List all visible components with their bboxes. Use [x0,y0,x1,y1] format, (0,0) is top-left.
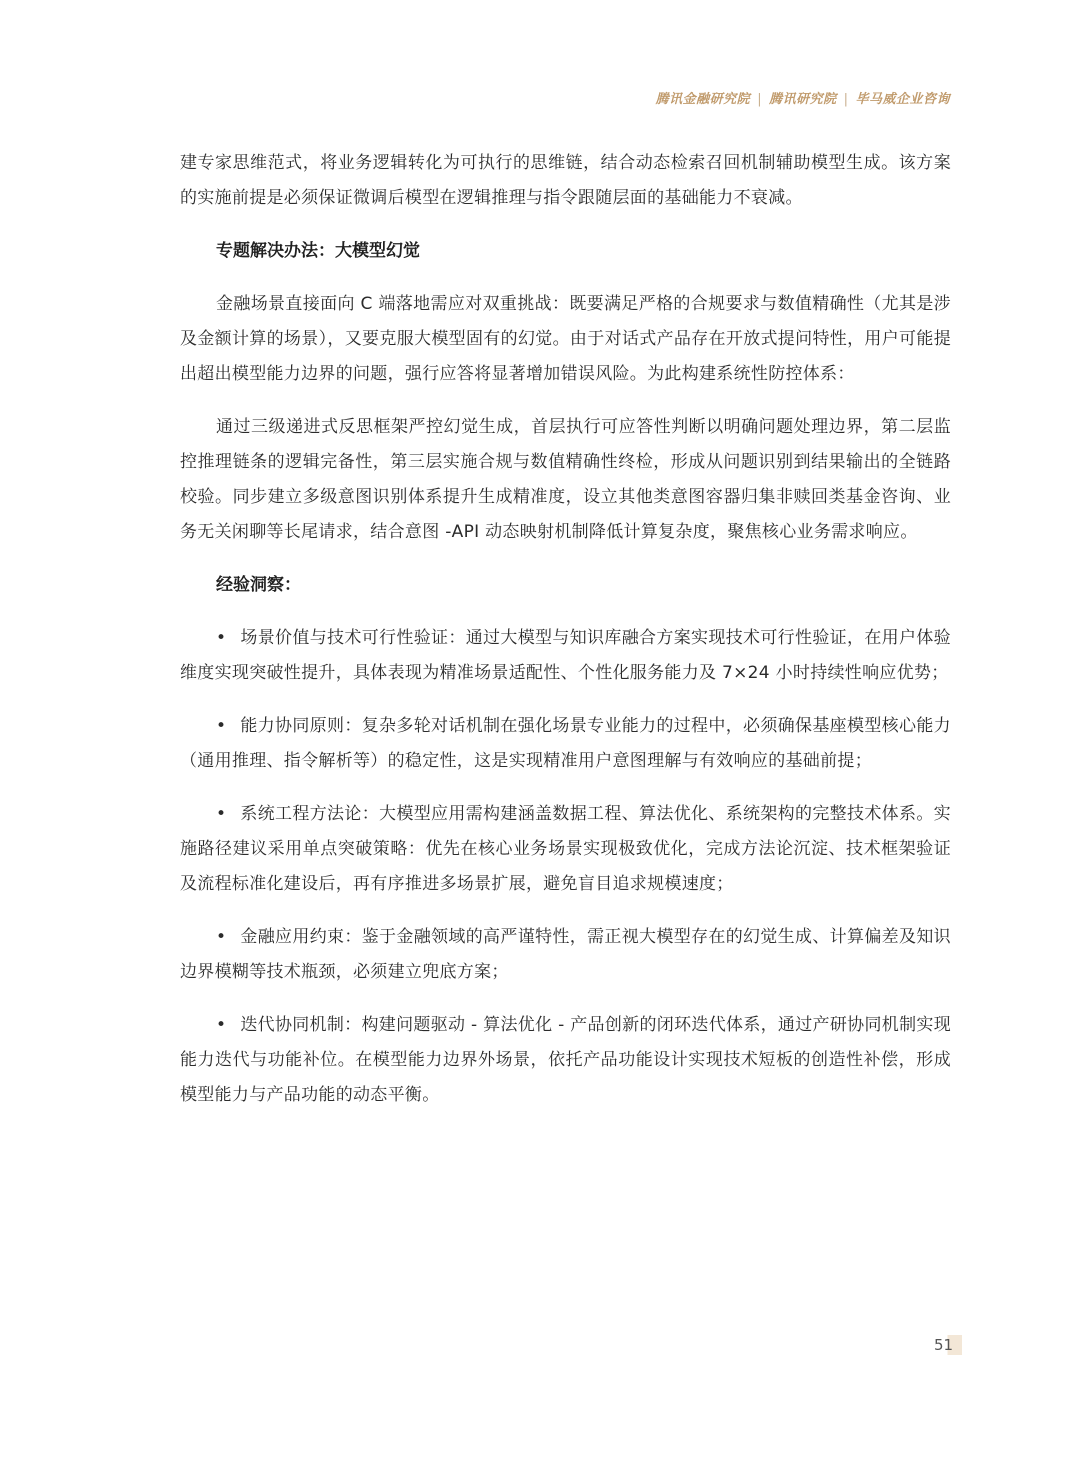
bullet-icon: • [216,716,227,736]
section-heading-hallucination: 专题解决办法：大模型幻觉 [216,241,420,261]
bullet-icon: • [216,628,227,648]
header-separator: | [843,92,849,107]
bullet-item-feasibility [180,621,951,691]
bullet-text: 迭代协同机制：构建问题驱动 - 算法优化 - 产品创新的闭环迭代体系，通过产研协同机制实现能力迭代与功能补位。在模型能力边界外场景，依托产品功能设计实现技术短板的创造性补偿，形成模型能力与产品功能的动态平衡。 [180,1015,951,1105]
bullet-item-methodology [180,797,951,902]
section-heading-insights: 经验洞察： [216,575,301,595]
header-org-tencent-finance: 腾讯金融研究院 [655,92,751,107]
page-body [180,146,951,1131]
bullet-text: 系统工程方法论：大模型应用需构建涵盖数据工程、算法优化、系统架构的完整技术体系。实施路径建议采用单点突破策略：优先在核心业务场景实现极致优化，完成方法论沉淀、技术框架验证及流程标准化建设后，再有序推进多场景扩展，避免盲目追求规模速度； [180,804,951,894]
bullet-text: 能力协同原则：复杂多轮对话机制在强化场景专业能力的过程中，必须确保基座模型核心能力（通用推理、指令解析等）的稳定性，这是实现精准用户意图理解与有效响应的基础前提； [180,716,951,771]
header-separator: | [757,92,763,107]
header-org-kpmg: 毕马威企业咨询 [855,92,950,107]
page-number-text: 51 [934,1336,954,1354]
bullet-text: 场景价值与技术可行性验证：通过大模型与知识库融合方案实现技术可行性验证，在用户体验维度实现突破性提升，具体表现为精准场景适配性、个性化服务能力及 7×24 小时持续性响应优势； [180,628,951,683]
bullet-icon: • [216,927,227,947]
running-header [656,88,950,107]
bullet-icon: • [216,1015,227,1035]
page-number [930,1335,962,1355]
bullet-item-constraints [180,920,951,990]
continued-paragraph: 建专家思维范式，将业务逻辑转化为可执行的思维链，结合动态检索召回机制辅助模型生成。该方案的实施前提是必须保证微调后模型在逻辑推理与指令跟随层面的基础能力不衰减。 [180,153,951,208]
bullet-icon: • [216,804,227,824]
paragraph-challenges: 金融场景直接面向 C 端落地需应对双重挑战：既要满足严格的合规要求与数值精确性（尤其是涉及金额计算的场景），又要克服大模型固有的幻觉。由于对话式产品存在开放式提问特性，用户可能提出超出模型能力边界的问题，强行应答将显著增加错误风险。为此构建系统性防控体系： [180,294,951,384]
paragraph-framework: 通过三级递进式反思框架严控幻觉生成，首层执行可应答性判断以明确问题处理边界，第二层监控推理链条的逻辑完备性，第三层实施合规与数值精确性终检，形成从问题识别到结果输出的全链路校验。同步建立多级意图识别体系提升生成精准度，设立其他类意图容器归集非赎回类基金咨询、业务无关闲聊等长尾请求，结合意图 -API 动态映射机制降低计算复杂度，聚焦核心业务需求响应。 [180,417,951,542]
bullet-item-collaboration [180,709,951,779]
bullet-text: 金融应用约束：鉴于金融领域的高严谨特性，需正视大模型存在的幻觉生成、计算偏差及知识边界模糊等技术瓶颈，必须建立兜底方案； [180,927,951,982]
header-org-tencent-research: 腾讯研究院 [769,92,837,107]
bullet-item-iteration [180,1008,951,1113]
